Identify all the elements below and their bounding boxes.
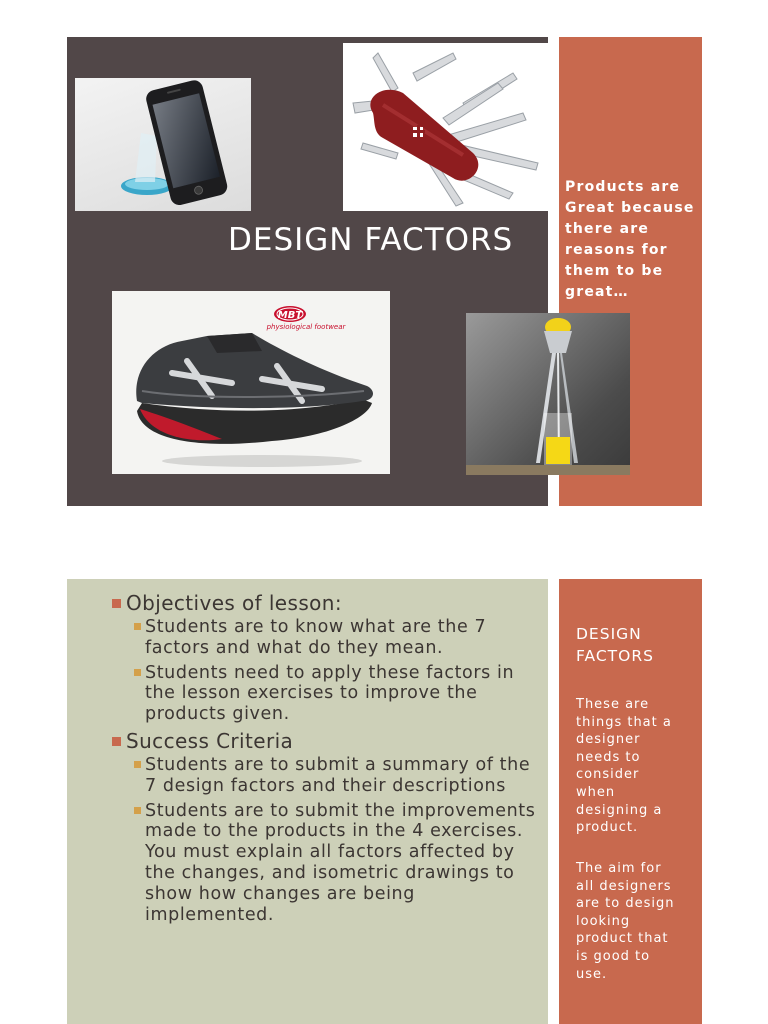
objective-item: Students need to apply these factors in the lesson exercises to improve the products given. (110, 663, 540, 725)
lesson-bullet-list (110, 591, 540, 929)
success-criteria-item: Students are to submit a summary of the 7 design factors and their descriptions (110, 755, 540, 797)
shoe-brand-tagline: physiological footwear (266, 323, 346, 331)
objectives-heading: Objectives of lesson: (110, 591, 540, 615)
success-criteria-item: Students are to submit the improvements made to the products in the 4 exercises. You must explain all factors affected by the changes, and isometric drawings to show how changes are being implemented. (110, 801, 540, 926)
swiss-knife-photo (343, 43, 548, 211)
juicer-photo (466, 313, 630, 475)
shoe-brand-logo: MBT (277, 310, 303, 321)
shoe-photo (112, 291, 390, 474)
slide1-side-text: Products are Great because there are reasons for them to be great… (565, 179, 695, 300)
slide2-side-definition: These are things that a designer needs to consider when designing a product. (576, 697, 672, 836)
slide2-side-title: DESIGN FACTORS (576, 625, 654, 665)
success-criteria-heading: Success Criteria (110, 729, 540, 753)
slide2-side-aim: The aim for all designers are to design looking product that is good to use. (576, 861, 675, 982)
slide1-title: DESIGN FACTORS (228, 222, 514, 258)
phone-photo (75, 78, 251, 211)
objective-item: Students are to know what are the 7 factors and what do they mean. (110, 617, 540, 659)
